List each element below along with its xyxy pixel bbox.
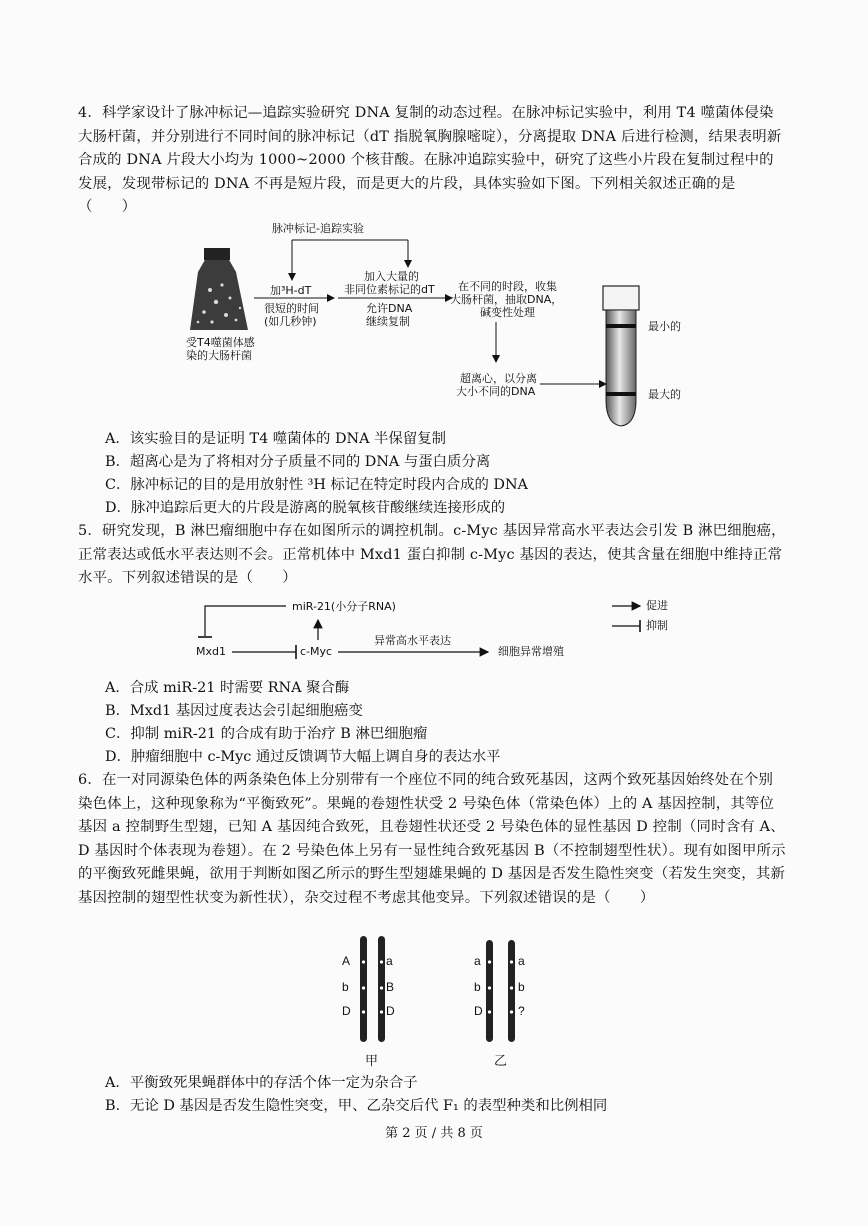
yi-right-gene-3: ? <box>518 1004 525 1018</box>
yi-left-gene-3: D <box>474 1004 483 1018</box>
mxd1-label: Mxd1 <box>196 645 226 658</box>
q4-option-d: D．脉冲追踪后更大的片段是游离的脱氧核苷酸继续连接形成的 <box>105 500 506 516</box>
tube-largest-label: 最大的 <box>648 388 681 401</box>
step4-label-2: 大小不同的DNA <box>456 385 536 398</box>
cmyc-label: c-Myc <box>300 645 333 658</box>
q6-option-b: B．无论 D 基因是否发生隐性突变，甲、乙杂交后代 F₁ 的表型种类和比例相同 <box>105 1098 608 1114</box>
yi-right-gene-1: a <box>518 954 525 968</box>
step2-bottom-label-1: 允许DNA <box>366 302 413 315</box>
step3-label-3: 碱变性处理 <box>480 306 535 319</box>
yi-right-gene-2: b <box>518 980 525 994</box>
page-footer: 第 2 页 / 共 8 页 <box>385 1126 483 1141</box>
yi-left-gene-1: a <box>474 954 481 968</box>
jia-label: 甲 <box>365 1054 379 1069</box>
tube-smallest-label: 最小的 <box>648 320 681 333</box>
flask-caption-2: 染的大肠杆菌 <box>186 349 252 362</box>
step3-label-1: 在不同的时段，收集 <box>458 280 557 293</box>
step2-top-label-1: 加入大量的 <box>364 270 419 283</box>
q5-stem: 5．研究发现，B 淋巴瘤细胞中存在如图所示的调控机制。c-Myc 基因异常高水平表达会引发 B 淋巴细胞癌，正常表达或低水平表达则不会。正常机体中 Mxd1 蛋白抑制 c-Myc 基因的表达，使其含量在细胞中维持正常水平。下列叙述错误的是（ ） <box>78 523 786 586</box>
q4-option-c: C．脉冲标记的目的是用放射性 ³H 标记在特定时段内合成的 DNA <box>105 477 528 493</box>
step2-top-label-2: 非同位素标记的dT <box>344 283 435 296</box>
step4-label-1: 超离心，以分离 <box>460 372 537 385</box>
jia-left-gene-2: b <box>342 980 349 994</box>
step1-top-label: 加³H-dT <box>270 284 312 297</box>
q5-option-d: D．肿瘤细胞中 c-Myc 通过反馈调节大幅上调自身的表达水平 <box>105 749 501 765</box>
legend-inhibit: 抑制 <box>646 619 668 632</box>
jia-left-gene-3: D <box>342 1004 351 1018</box>
step2-bottom-label-2: 继续复制 <box>366 315 410 328</box>
abnormal-expression-label: 异常高水平表达 <box>374 634 451 647</box>
flask-caption-1: 受T4噬菌体感 <box>186 336 255 349</box>
q4-stem: 4．科学家设计了脉冲标记—追踪实验研究 DNA 复制的动态过程。在脉冲标记实验中，利用 T4 噬菌体侵染大肠杆菌，并分别进行不同时间的脉冲标记（dT 指脱氧胸腺嘧啶），分离提取 DNA 后进行检测，结果表明新合成的 DNA 片段大小均为 1000~2000 个核苷酸。在脉冲追踪实验中，研究了这些小片段在复制过程中的发展，发现带标记的 DNA 不再是短片段，而是更大的片段，具体实验如下图。下列相关叙述正确的是（ ） <box>78 105 782 215</box>
step1-bottom-label-1: 很短的时间 <box>264 302 319 315</box>
q6-option-a: A．平衡致死果蝇群体中的存活个体一定为杂合子 <box>105 1075 418 1091</box>
q6-stem: 6．在一对同源染色体的两条染色体上分别带有一个座位不同的纯合致死基因，这两个致死基因始终处在个别染色体上，这种现象称为“平衡致死”。果蝇的卷翅性状受 2 号染色体（常染色体）上的 A 基因控制，其等位基因 a 控制野生型翅，已知 A 基因纯合致死，且卷翅性状还受 2 号染色体的显性基因 D 控制（同时含有 A、D 基因时个体表现为卷翅）。在 2 号染色体上另有一显性纯合致死基因 B（不控制翅型性状）。现有如图甲所示的平衡致死雌果蝇，欲用于判断如图乙所示的野生型翅雄果蝇的 D 基因是否发生隐性突变（若发生突变，其新基因控制的翅型性状变为新性状），杂交过程不考虑其他变异。下列叙述错误的是（ ） <box>78 772 786 906</box>
mir21-label: miR-21(小分子RNA) <box>292 600 396 613</box>
q4-option-a: A．该实验目的是证明 T4 噬菌体的 DNA 半保留复制 <box>105 431 446 447</box>
proliferation-label: 细胞异常增殖 <box>498 645 564 658</box>
jia-right-gene-3: D <box>386 1004 395 1018</box>
legend-promote: 促进 <box>646 599 668 612</box>
q4-option-b: B．超离心是为了将相对分子质量不同的 DNA 与蛋白质分离 <box>105 454 491 470</box>
jia-right-gene-1: a <box>386 954 393 968</box>
yi-left-gene-2: b <box>474 980 481 994</box>
jia-left-gene-1: A <box>342 954 351 968</box>
yi-label: 乙 <box>494 1054 508 1069</box>
step1-bottom-label-2: (如几秒钟) <box>264 315 317 328</box>
q5-option-c: C．抑制 miR-21 的合成有助于治疗 B 淋巴细胞瘤 <box>105 726 428 742</box>
jia-right-gene-2: B <box>386 980 395 994</box>
step3-label-2: 大肠杆菌，抽取DNA， <box>450 293 563 306</box>
q5-option-a: A．合成 miR-21 时需要 RNA 聚合酶 <box>105 680 350 696</box>
pulse-chase-label: 脉冲标记-追踪实验 <box>272 222 364 235</box>
q5-option-b: B．Mxd1 基因过度表达会引起细胞癌变 <box>105 703 363 719</box>
